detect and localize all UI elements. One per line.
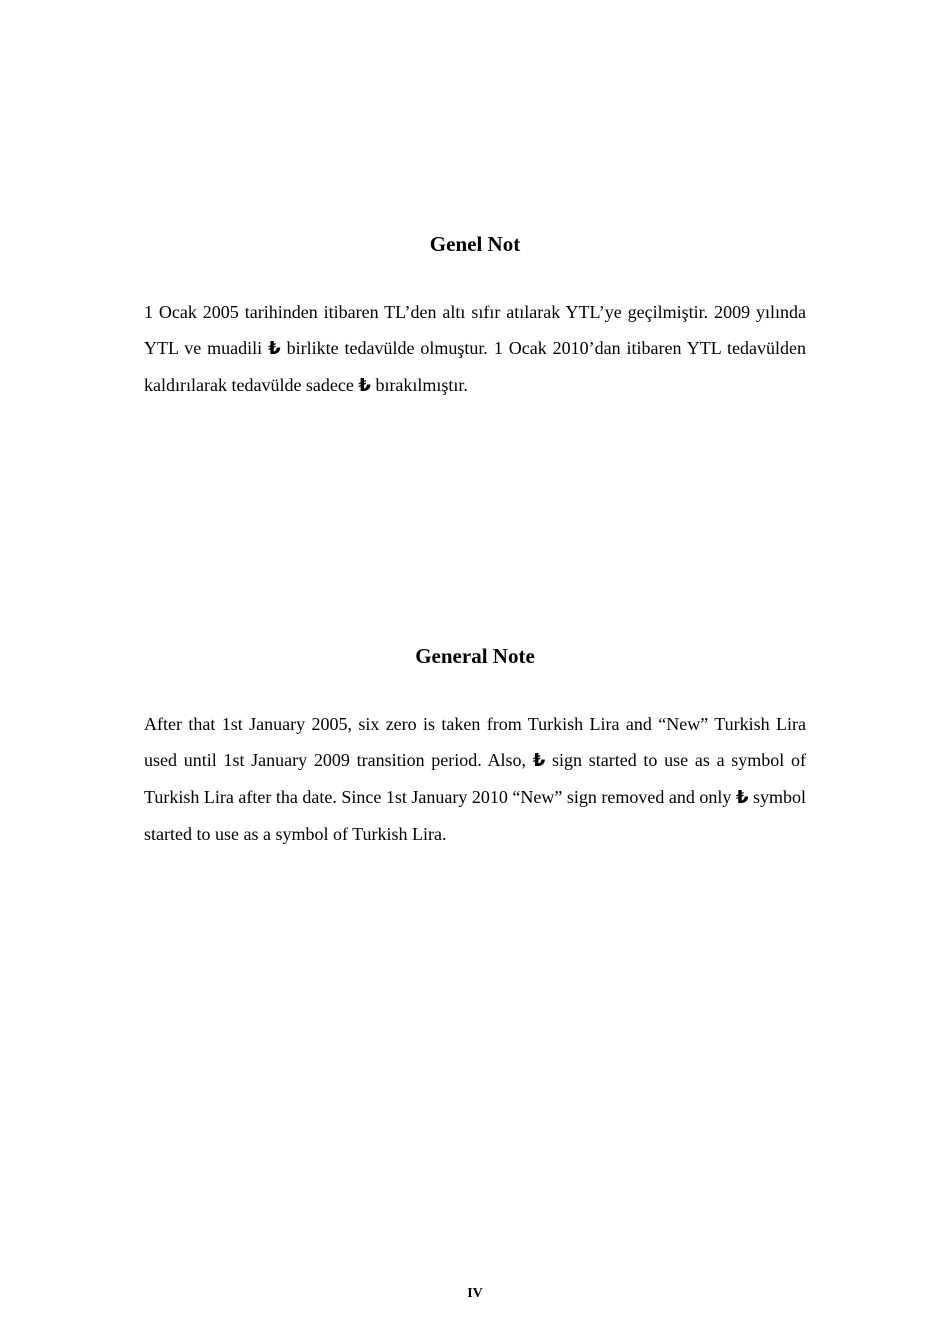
turkish-note-text-1: 1 Ocak 2005 tarihinden itibaren TL’den altı sıfır atılarak YTL’ye geçilmiştir. 2009 yılında YTL ve muadili — [144, 302, 806, 358]
turkish-note-text-3: bırakılmıştır. — [370, 375, 468, 395]
turkish-lira-icon: ₺ — [735, 787, 749, 808]
turkish-note-heading: Genel Not — [429, 232, 521, 256]
english-note-text-1: After that 1st January 2005, six zero is taken from Turkish Lira and “New” Turkish Lira used until 1st January 2009 transition period. Also, — [144, 714, 806, 770]
turkish-lira-icon: ₺ — [532, 750, 546, 771]
turkish-note-paragraph — [144, 294, 806, 404]
english-note-section — [144, 640, 806, 852]
english-note-text-3: symbol started to use as a symbol of Turkish Lira. — [144, 787, 806, 844]
turkish-note-text-2: birlikte tedavülde olmuştur. 1 Ocak 2010’dan itibaren YTL tedavülden kaldırılarak tedavülde sadece — [144, 338, 807, 395]
page-number: IV — [467, 1286, 483, 1301]
turkish-lira-icon: ₺ — [268, 338, 281, 359]
english-note-text-2: sign started to use as a symbol of Turkish Lira after tha date. Since 1st January 2010 “New” sign removed and only — [144, 750, 807, 807]
english-note-paragraph — [144, 706, 806, 852]
english-note-heading: General Note — [415, 644, 535, 668]
turkish-note-section — [144, 228, 806, 404]
turkish-lira-icon: ₺ — [358, 375, 371, 396]
